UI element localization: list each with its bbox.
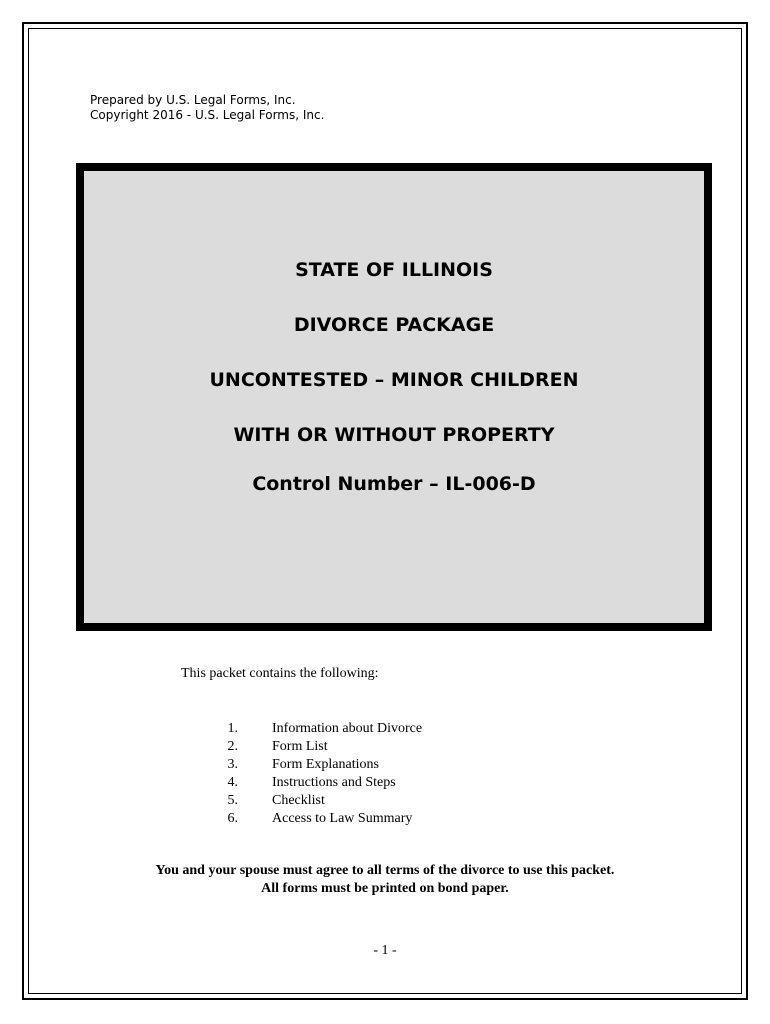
notice-line-2: All forms must be printed on bond paper. bbox=[261, 881, 509, 896]
item-number: 6. bbox=[227, 811, 238, 826]
item-number: 1. bbox=[227, 721, 238, 736]
package-type: UNCONTESTED – MINOR CHILDREN bbox=[209, 369, 579, 391]
list-item bbox=[212, 810, 422, 828]
item-number: 5. bbox=[227, 793, 238, 808]
list-item bbox=[212, 738, 422, 756]
page-number: - 1 - bbox=[373, 943, 397, 958]
agreement-notice bbox=[0, 862, 770, 898]
copyright-line: Copyright 2016 - U.S. Legal Forms, Inc. bbox=[90, 108, 325, 122]
item-number: 2. bbox=[227, 739, 238, 754]
list-item bbox=[212, 720, 422, 738]
item-label: Form List bbox=[272, 739, 328, 754]
state-title: STATE OF ILLINOIS bbox=[295, 259, 493, 281]
notice-line-1: You and your spouse must agree to all terms of the divorce to use this packet. bbox=[155, 863, 615, 878]
contents-list bbox=[212, 720, 422, 828]
item-label: Access to Law Summary bbox=[272, 811, 413, 826]
package-title: DIVORCE PACKAGE bbox=[293, 314, 495, 336]
item-number: 3. bbox=[227, 757, 238, 772]
list-item bbox=[212, 756, 422, 774]
prepared-by-line: Prepared by U.S. Legal Forms, Inc. bbox=[90, 93, 296, 107]
property-line: WITH OR WITHOUT PROPERTY bbox=[233, 424, 555, 446]
item-label: Instructions and Steps bbox=[272, 775, 396, 790]
contents-intro: This packet contains the following: bbox=[181, 666, 379, 681]
item-label: Form Explanations bbox=[272, 757, 379, 772]
control-number: Control Number – IL-006-D bbox=[252, 473, 536, 495]
preparer-notice bbox=[90, 93, 324, 123]
item-number: 4. bbox=[227, 775, 238, 790]
item-label: Checklist bbox=[272, 793, 325, 808]
list-item bbox=[212, 774, 422, 792]
title-box bbox=[76, 163, 712, 631]
item-label: Information about Divorce bbox=[272, 721, 423, 736]
list-item bbox=[212, 792, 422, 810]
